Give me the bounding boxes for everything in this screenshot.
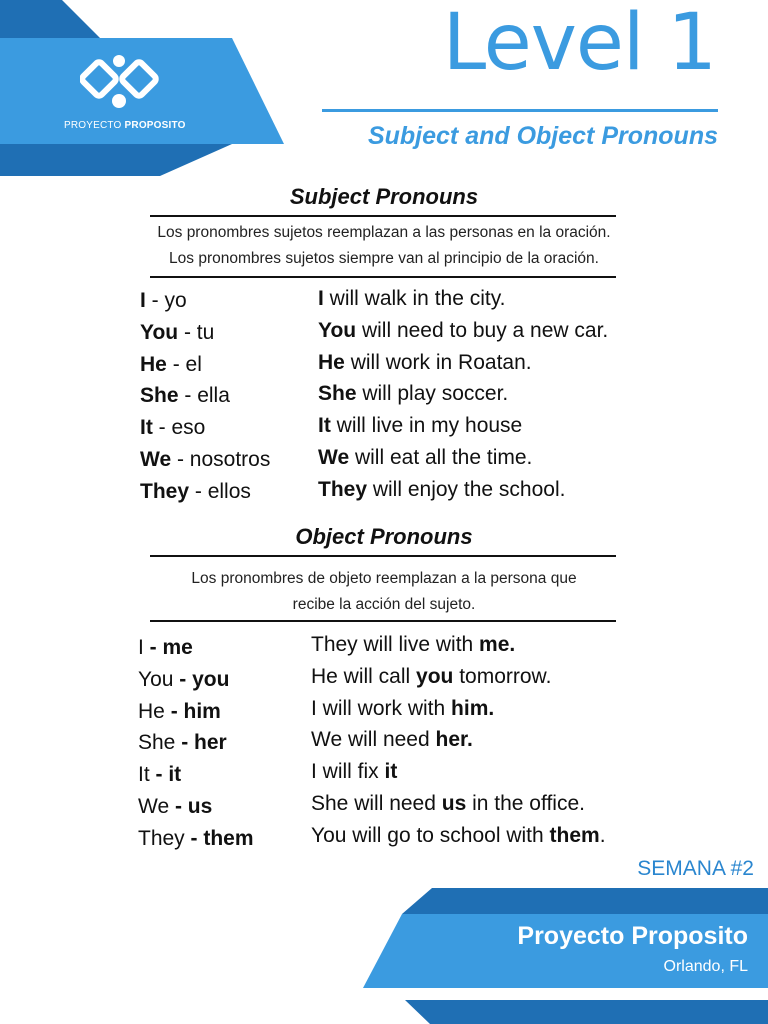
list-item: She will play soccer.	[318, 382, 509, 406]
list-item: They - ellos	[140, 479, 251, 503]
object-title-divider	[150, 555, 616, 557]
subject-description-line: Los pronombres sujetos siempre van al principio de la oración.	[169, 250, 599, 267]
list-item: You - you	[138, 667, 230, 691]
logo-wordmark: PROYECTO PROPOSITO	[64, 120, 186, 131]
subject-title-divider	[150, 215, 616, 217]
footer-title: Proyecto Proposito	[517, 922, 748, 950]
list-item: She will need us in the office.	[311, 791, 585, 815]
list-item: He - him	[138, 699, 221, 723]
object-description-line: recibe la acción del sujeto.	[292, 596, 476, 613]
logo-mark-icon	[80, 52, 170, 114]
list-item: He will call you tomorrow.	[311, 664, 552, 688]
level-title: Level 1	[442, 0, 716, 88]
footer-location: Orlando, FL	[663, 958, 748, 975]
week-label: SEMANA #2	[637, 857, 754, 880]
list-item: You will go to school with them.	[311, 823, 606, 847]
list-item: They will enjoy the school.	[318, 477, 566, 501]
list-item: They will live with me.	[311, 633, 516, 656]
worksheet-subtitle: Subject and Object Pronouns	[367, 122, 718, 150]
list-item: I will work with him.	[311, 696, 495, 720]
subject-pronoun-list	[140, 285, 270, 508]
object-description-divider	[150, 620, 616, 622]
object-pronoun-list	[138, 632, 254, 855]
list-item: It - it	[138, 763, 182, 787]
list-item: I - me	[138, 636, 193, 659]
subject-section-title: Subject Pronouns	[289, 184, 479, 209]
object-example-list	[311, 629, 606, 852]
list-item: It will live in my house	[318, 414, 523, 438]
list-item: I - yo	[140, 289, 187, 312]
footer-banner	[0, 888, 768, 1024]
list-item: I will fix it	[311, 760, 398, 784]
list-item: He - el	[140, 352, 202, 376]
object-description-line: Los pronombres de objeto reemplazan a la persona que	[191, 570, 577, 587]
list-item: You will need to buy a new car.	[318, 318, 609, 342]
list-item: You - tu	[140, 320, 215, 344]
list-item: It - eso	[140, 416, 206, 440]
object-section-title: Object Pronouns	[295, 524, 473, 549]
list-item: She - her	[138, 731, 227, 755]
subject-description-line: Los pronombres sujetos reemplazan a las personas en la oración.	[157, 224, 611, 241]
list-item: They - them	[138, 826, 254, 850]
list-item: She - ella	[140, 384, 230, 408]
list-item: We - nosotros	[140, 447, 271, 471]
list-item: I will walk in the city.	[318, 287, 506, 310]
subject-description-divider	[150, 276, 616, 278]
list-item: We will need her.	[311, 728, 473, 752]
list-item: He will work in Roatan.	[318, 350, 532, 374]
list-item: We will eat all the time.	[318, 445, 533, 469]
subject-example-list	[318, 283, 608, 506]
subject-description	[60, 220, 708, 272]
object-description	[60, 566, 708, 618]
title-divider	[322, 109, 718, 112]
list-item: We - us	[138, 794, 213, 818]
